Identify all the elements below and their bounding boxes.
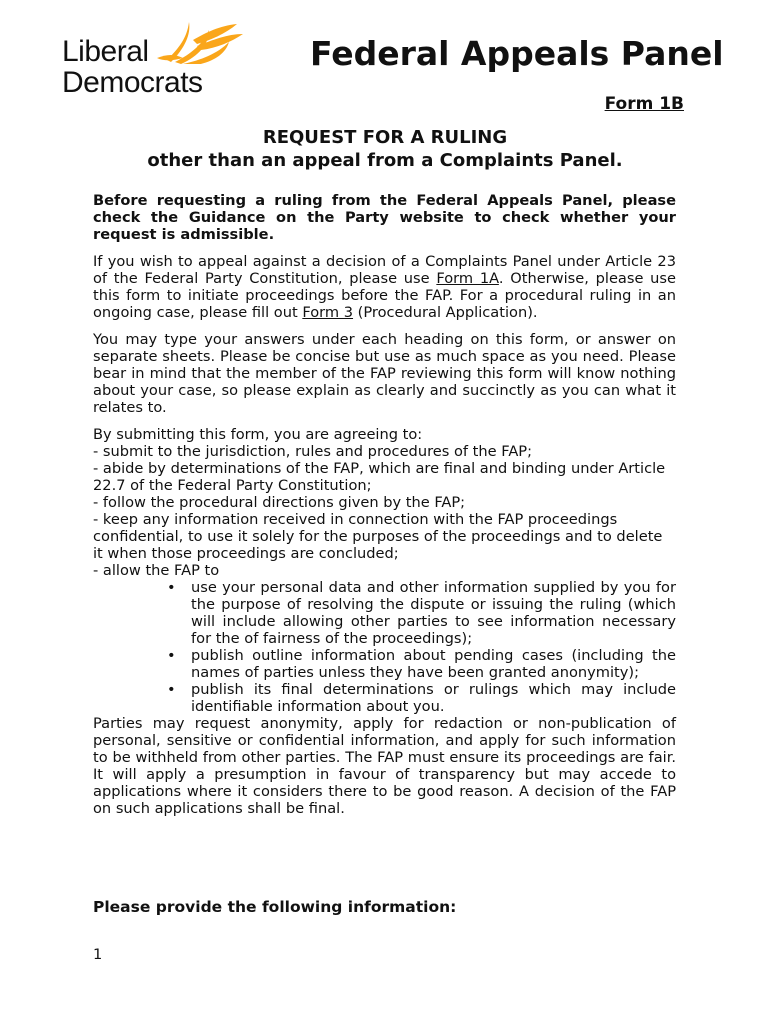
liberal-democrats-logo [62,14,247,98]
allow-list-item: • publish outline information about pending cases (including the names of parties unless they have been granted anonymity); [191,647,676,681]
logo-line-liberal: Liberal [62,35,149,68]
form-3-link[interactable]: Form 3 [302,304,354,321]
agreement-item: - follow the procedural directions given by the FAP; [93,494,466,511]
request-title-line2: other than an appeal from a Complaints Panel. [147,150,623,171]
allow-list-item: • use your personal data and other information supplied by you for the purpose of resolving the dispute or issuing the ruling (which will include allowing other parties to see information necessary for the of fairness of the proceedings); [191,579,676,647]
para-appeal-instructions [93,253,676,321]
para-answer-instructions: You may type your answers under each heading on this form, or answer on separate sheets. Please be concise but use as much space as you need. Please bear in mind that the member of the FAP reviewing this form will know nothing about your case, so please explain as clearly and succinctly as you can what it relates to. [93,331,676,416]
request-title-line1: REQUEST FOR A RULING [262,127,508,148]
form-body [93,192,676,827]
agreement-item: - abide by determinations of the FAP, which are final and binding under Article 22.7 of the Federal Party Constitution; [93,460,666,494]
request-title [0,126,770,172]
agreement-item: - allow the FAP to [93,562,220,579]
provide-heading: Please provide the following information: [93,898,457,916]
agreement-item: - keep any information received in connection with the FAP proceedings confidential, to use it solely for the purposes of the proceedings and to delete it when those proceedings are concluded; [93,511,663,562]
agreement-item: - submit to the jurisdiction, rules and procedures of the FAP; [93,443,533,460]
para-anonymity: Parties may request anonymity, apply for redaction or non-publication of personal, sensitive or confidential information, and apply for such information to be withheld from other parties. The FAP must ensure its proceedings are fair. It will apply a presumption in favour of transparency but may accede to applications where it considers there to be good reason. A decision of the FAP on such applications shall be final. [93,715,676,817]
para1-text-a: If you wish to appeal against a decision of a Complaints Panel under Article 23 of the Federal Party Constitution, please use [93,253,676,287]
agreement-section [93,426,676,715]
agreement-intro: By submitting this form, you are agreeing to: [93,426,423,443]
intro-guidance: Before requesting a ruling from the Federal Appeals Panel, please check the Guidance on the Party website to check whether your request is admissible. [93,192,676,243]
allow-list [93,579,676,715]
logo-line-democrats: Democrats [62,66,203,99]
form-number: Form 1B [604,94,684,114]
bird-of-liberty-icon [157,14,247,64]
para1-text-b: . Otherwise, please use this form to initiate proceedings before the FAP. For a procedural ruling in an ongoing case, please fill out [93,270,677,321]
para1-text-c: (Procedural Application). [353,304,538,321]
form-1a-link[interactable]: Form 1A [436,270,499,287]
allow-list-item: • publish its final determinations or rulings which may include identifiable information about you. [191,681,676,715]
header-title: Federal Appeals Panel [310,34,724,73]
page-number: 1 [93,946,103,963]
